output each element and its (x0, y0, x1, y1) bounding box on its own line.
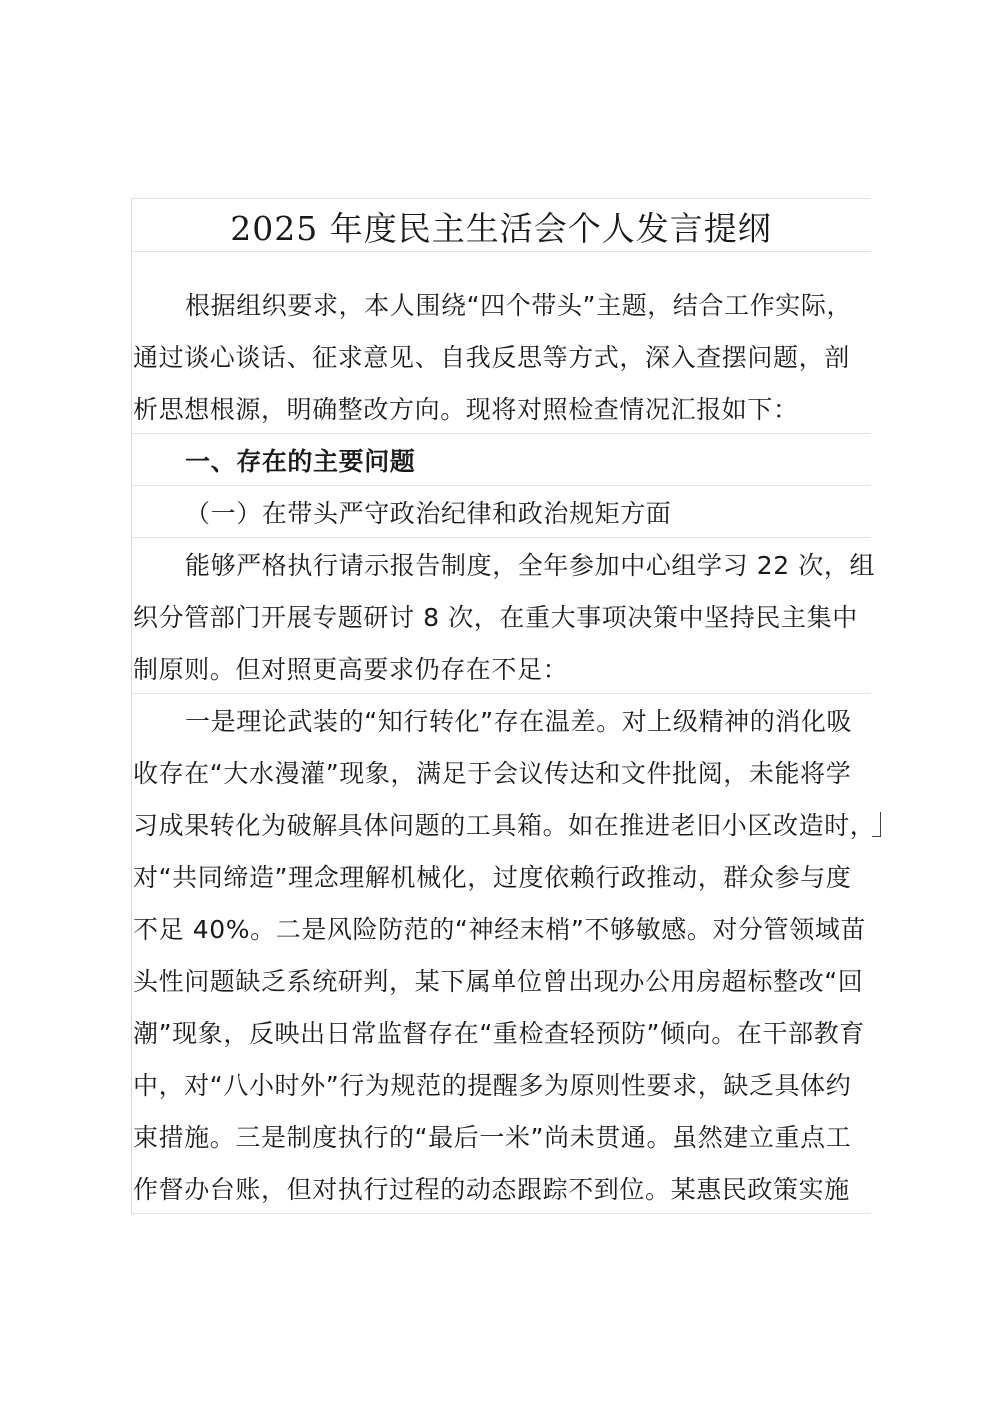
table-rule (131, 693, 871, 694)
paragraph-line: 束措施。三是制度执行的“最后一米”尚未贯通。虽然建立重点工 (133, 1123, 852, 1152)
paragraph-line: 制原则。但对照更高要求仍存在不足： (133, 655, 569, 684)
paragraph-line: 能够严格执行请示报告制度，全年参加中心组学习 22 次，组 (185, 551, 876, 580)
table-left-border (131, 198, 132, 1214)
document-title: 2025 年度民主生活会个人发言提纲 (230, 209, 772, 248)
paragraph-line: 织分管部门开展专题研讨 8 次，在重大事项决策中坚持民主集中 (133, 603, 858, 632)
paragraph-line: 通过谈心谈话、征求意见、自我反思等方式，深入查摆问题，剖 (133, 343, 850, 372)
paragraph-line: 头性问题缺乏系统研判，某下属单位曾出现办公用房超标整改“回 (133, 967, 864, 996)
table-rule (131, 485, 871, 486)
table-rule (131, 1213, 871, 1214)
paragraph-line: 根据组织要求，本人围绕“四个带头”主题，结合工作实际， (185, 291, 853, 320)
table-rule (131, 198, 871, 199)
paragraph-line: 潮”现象，反映出日常监督存在“重检查轻预防”倾向。在干部教育 (133, 1019, 865, 1048)
paragraph-line: 对“共同缔造”理念理解机械化，过度依赖行政推动，群众参与度 (133, 863, 852, 892)
section-heading: 一、存在的主要问题 (185, 447, 416, 476)
subsection-heading: （一）在带头严守政治纪律和政治规矩方面 (185, 499, 672, 528)
paragraph-line: 一是理论武装的“知行转化”存在温差。对上级精神的消化吸 (185, 707, 853, 736)
table-rule (131, 433, 871, 434)
paragraph-line: 不足 40%。二是风险防范的“神经末梢”不够敏感。对分管领域苗 (133, 915, 867, 944)
paragraph-line: 中，对“八小时外”行为规范的提醒多为原则性要求，缺乏具体约 (133, 1071, 852, 1100)
table-rule (131, 537, 871, 538)
paragraph-line: 习成果转化为破解具体问题的工具箱。如在推进老旧小区改造时， (133, 811, 876, 840)
paragraph-end-mark (872, 812, 881, 837)
paragraph-line: 作督办台账，但对执行过程的动态跟踪不到位。某惠民政策实施 (133, 1175, 850, 1204)
paragraph-line: 收存在“大水漫灌”现象，满足于会议传达和文件批阅，未能将学 (133, 759, 852, 788)
paragraph-line: 析思想根源，明确整改方向。现将对照检查情况汇报如下： (133, 395, 799, 424)
